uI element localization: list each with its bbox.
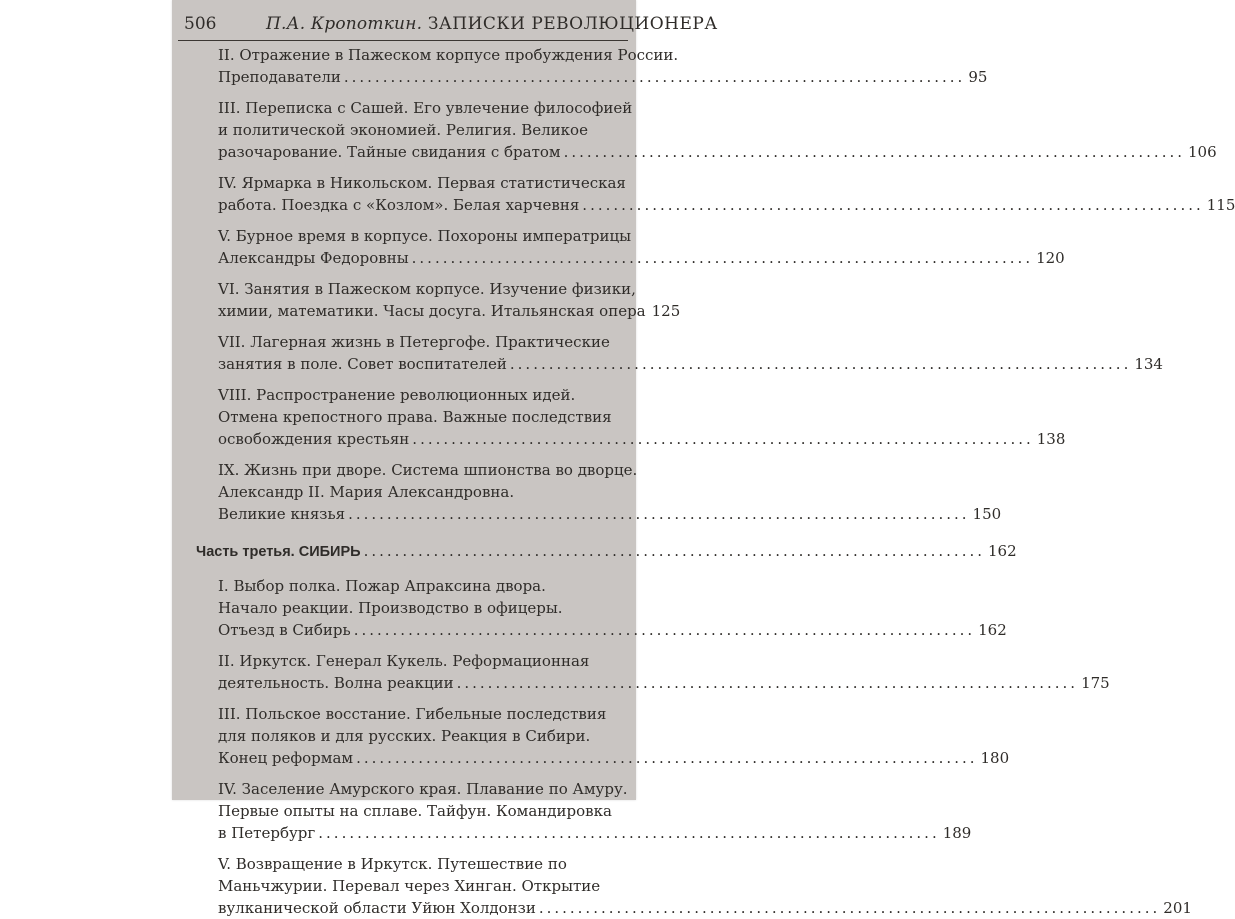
toc-entry-line: VIII. Распространение революционных идей.: [218, 386, 576, 404]
book-title: ЗАПИСКИ РЕВОЛЮЦИОНЕРА: [427, 14, 718, 34]
toc-entry-line: Александр II. Мария Александровна.: [218, 483, 515, 501]
toc-entry-line: II. Иркутск. Генерал Кукель. Реформационная: [218, 652, 590, 670]
toc-entry: [218, 278, 681, 322]
toc-entry: [218, 384, 1066, 450]
toc-entry-line: Маньчжурии. Перевал через Хинган. Открытие: [218, 877, 601, 895]
toc-dot-leader: ................................................................................: [538, 899, 1161, 917]
toc-page-number: 134: [1134, 355, 1163, 373]
toc-entry: [218, 331, 1163, 375]
toc-dot-leader: ................................................................................: [563, 143, 1186, 161]
toc-entry-last-line: [218, 747, 1010, 769]
toc-entry-line: для поляков и для русских. Реакция в Сибири.: [218, 727, 591, 745]
toc-entry-line: V. Бурное время в корпусе. Похороны императрицы: [218, 227, 632, 245]
toc-entry-text: освобождения крестьян: [218, 430, 410, 448]
toc-entry-line: Начало реакции. Производство в офицеры.: [218, 599, 563, 617]
toc-part-heading: [196, 540, 1017, 563]
toc-entry-last-line: [218, 672, 1110, 694]
toc-dot-leader: ................................................................................: [411, 249, 1034, 267]
toc-dot-leader: ................................................................................: [509, 355, 1132, 373]
toc-entry: [218, 703, 1010, 769]
toc-dot-leader: ................................................................................: [363, 542, 986, 560]
toc-entry-last-line: [218, 353, 1163, 375]
toc-entry-last-line: [218, 822, 972, 844]
toc-entry-line: IX. Жизнь при дворе. Система шпионства во дворце.: [218, 461, 638, 479]
toc-entry-text: Конец реформам: [218, 749, 354, 767]
toc-page-number: 189: [942, 824, 972, 842]
running-title: [266, 14, 718, 34]
toc-entry-text: разочарование. Тайные свидания с братом: [218, 143, 561, 161]
toc-page-number: 95: [968, 68, 988, 86]
toc-page-number: 115: [1206, 196, 1235, 214]
author-name: П.А. Кропоткин.: [266, 14, 423, 34]
running-header: [178, 10, 718, 42]
toc-page-number: 106: [1188, 143, 1217, 161]
toc-entry-line: IV. Заселение Амурского края. Плавание по Амуру.: [218, 780, 628, 798]
toc-page-number: 150: [972, 505, 1002, 523]
toc-page-number: 162: [988, 542, 1017, 560]
toc-dot-leader: ................................................................................: [353, 621, 976, 639]
toc-entry-text: вулканической области Уйюн Холдонзи: [218, 899, 536, 917]
toc-entry-last-line: [218, 300, 681, 322]
toc-entry: [218, 172, 1235, 216]
toc-entry: [218, 650, 1110, 694]
toc-entry-line: Отмена крепостного права. Важные последствия: [218, 408, 612, 426]
toc-entry-line: I. Выбор полка. Пожар Апраксина двора.: [218, 577, 546, 595]
toc-entry-text: занятия в поле. Совет воспитателей: [218, 355, 507, 373]
toc-page-number: 201: [1163, 899, 1192, 917]
toc-page-number: 162: [978, 621, 1007, 639]
toc-page-number: 175: [1081, 674, 1110, 692]
toc-entry-line: IV. Ярмарка в Никольском. Первая статистическая: [218, 174, 626, 192]
toc-dot-leader: ................................................................................: [412, 430, 1034, 448]
toc-dot-leader: ................................................................................: [348, 505, 970, 523]
toc-entry-line: III. Польское восстание. Гибельные последствия: [218, 705, 607, 723]
toc-entry-text: деятельность. Волна реакции: [218, 674, 454, 692]
toc-entry-last-line: [218, 503, 1002, 525]
toc-entry-line: II. Отражение в Пажеском корпусе пробуждения России.: [218, 46, 679, 64]
toc-page-number: 120: [1036, 249, 1065, 267]
page-number: 506: [184, 14, 217, 34]
toc-entry-line: VII. Лагерная жизнь в Петергофе. Практические: [218, 333, 610, 351]
toc-entry-text: Александры Федоровны: [218, 249, 409, 267]
toc-entry: [218, 44, 988, 88]
toc-page-number: 125: [651, 302, 681, 320]
toc-entry-text: химии, математики. Часы досуга. Итальянская опера: [218, 302, 646, 320]
toc-entry-line: III. Переписка с Сашей. Его увлечение философией: [218, 99, 633, 117]
toc-entry-text: в Петербург: [218, 824, 316, 842]
toc-entry-text: Преподаватели: [218, 68, 341, 86]
toc-entry-text: Отъезд в Сибирь: [218, 621, 351, 639]
toc-page-number: 138: [1036, 430, 1066, 448]
toc-entry-last-line: [218, 619, 1007, 641]
toc-entry-last-line: [218, 194, 1235, 216]
toc-entry-last-line: [218, 247, 1065, 269]
toc-dot-leader: ................................................................................: [356, 749, 978, 767]
toc-entry-last-line: [218, 66, 988, 88]
toc-entry-last-line: [218, 428, 1066, 450]
toc-dot-leader: ................................................................................: [318, 824, 940, 842]
toc-dot-leader: ................................................................................: [582, 196, 1204, 214]
toc-entry: [218, 97, 1217, 163]
toc-entry-last-line: [218, 141, 1217, 163]
toc-entry: [218, 778, 972, 844]
toc-entry: [218, 853, 1192, 919]
header-rule: [178, 40, 628, 41]
toc-entry-line: Первые опыты на сплаве. Тайфун. Командировка: [218, 802, 612, 820]
toc-entry-text: работа. Поездка с «Козлом». Белая харчевня: [218, 196, 580, 214]
toc-dot-leader: ................................................................................: [343, 68, 966, 86]
toc-entry: [218, 575, 1007, 641]
toc-entry-last-line: [196, 540, 1017, 563]
toc-dot-leader: ................................................................................: [456, 674, 1079, 692]
toc-page-number: 180: [980, 749, 1010, 767]
toc-entry: [218, 225, 1065, 269]
toc-entry-line: и политической экономией. Религия. Великое: [218, 121, 588, 139]
toc-entry-line: VI. Занятия в Пажеском корпусе. Изучение физики,: [218, 280, 636, 298]
toc-entry-line: V. Возвращение в Иркутск. Путешествие по: [218, 855, 567, 873]
toc-part-title: Часть третья. СИБИРЬ: [196, 544, 361, 560]
book-page: [172, 0, 1235, 917]
toc-entry: [218, 459, 1002, 525]
toc-entry-text: Великие князья: [218, 505, 346, 523]
toc-entry-last-line: [218, 897, 1192, 919]
